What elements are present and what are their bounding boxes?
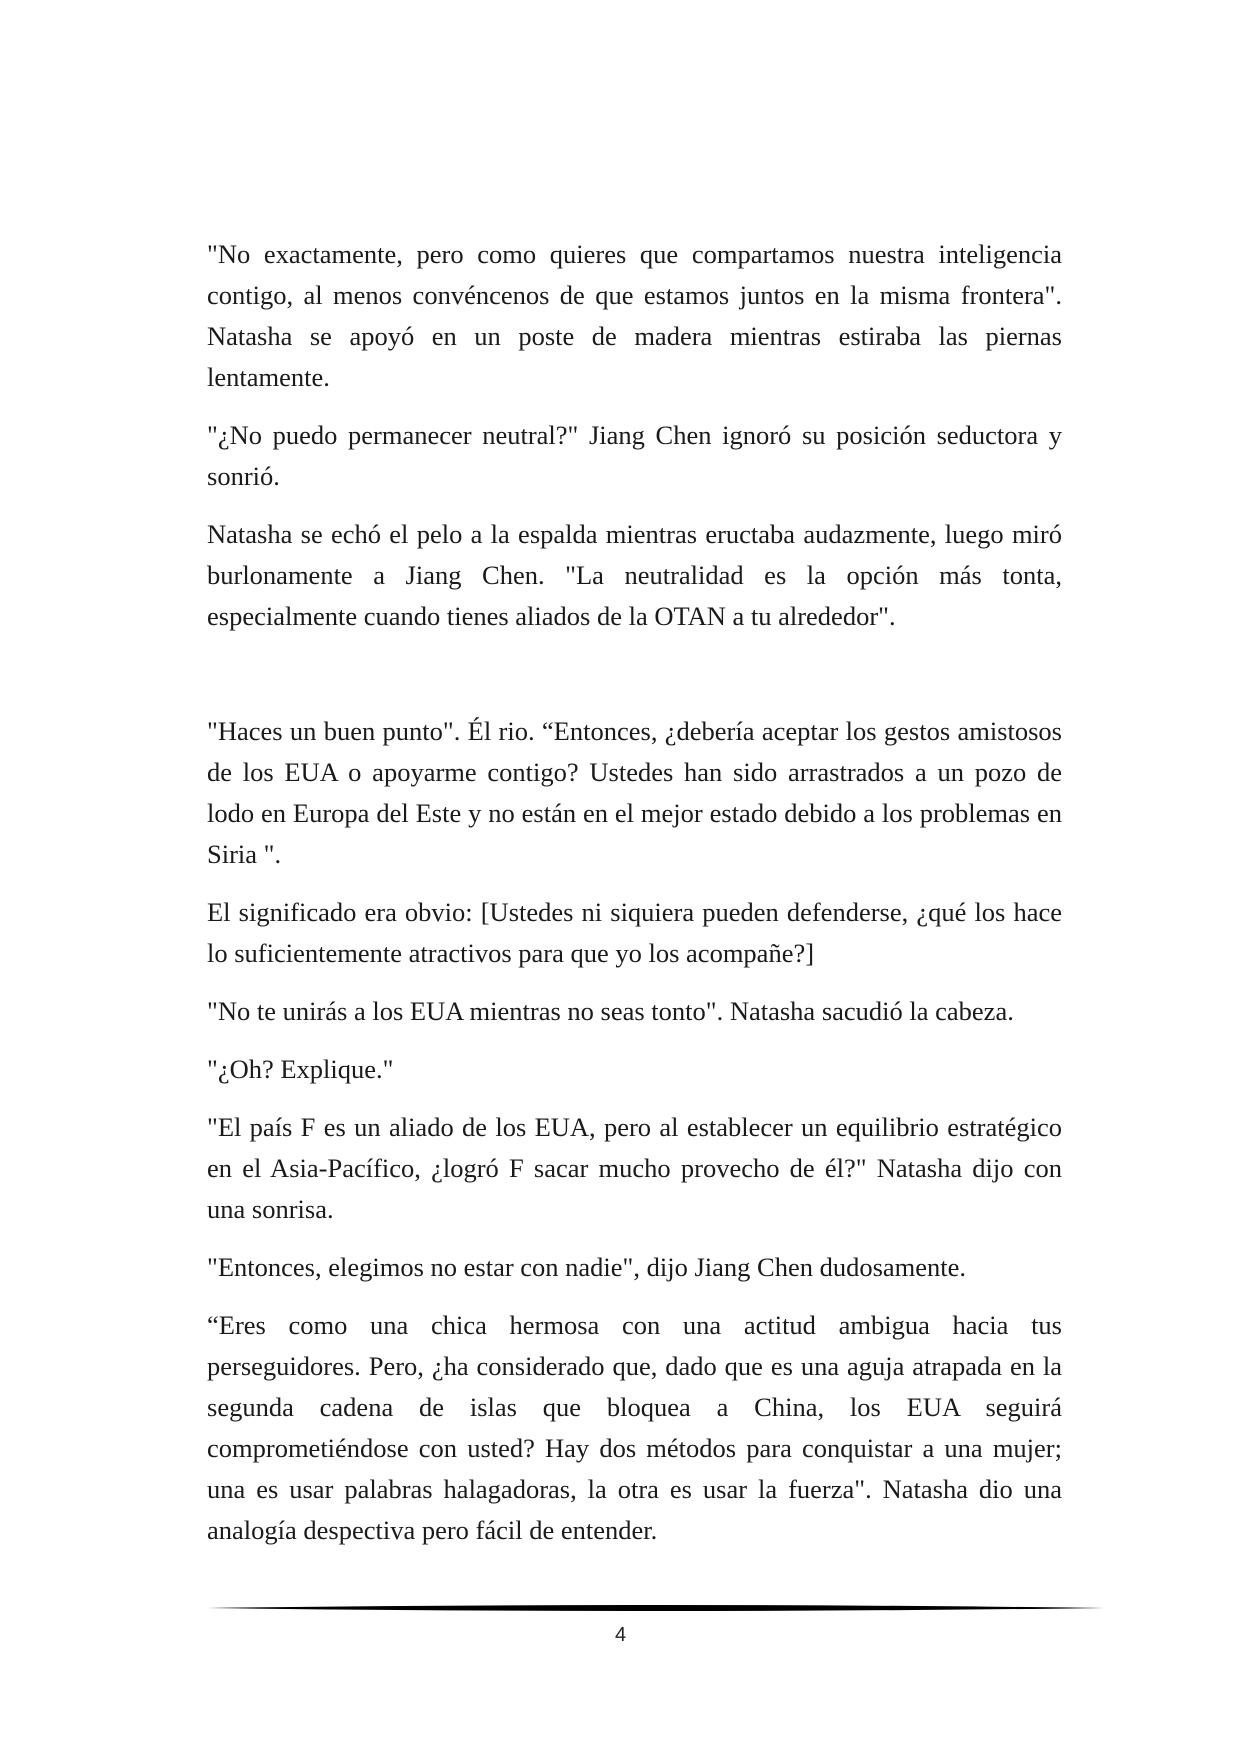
- paragraph: "¿No puedo permanecer neutral?" Jiang Chen ignoró su posición seductora y sonrió.: [207, 420, 1062, 491]
- footer-divider-swash: [207, 1605, 1105, 1611]
- footer-divider: [207, 1602, 1105, 1614]
- paragraph: "No exactamente, pero como quieres que compartamos nuestra inteligencia contigo, al menos convéncenos de que estamos juntos en la misma frontera". Natasha se apoyó en un poste de madera mientras estiraba las piernas lentamente.: [207, 239, 1062, 392]
- paragraph: "No te unirás a los EUA mientras no seas tonto". Natasha sacudió la cabeza.: [207, 996, 1014, 1026]
- paragraph: "Entonces, elegimos no estar con nadie", dijo Jiang Chen dudosamente.: [207, 1252, 967, 1282]
- paragraph: "Haces un buen punto". Él rio. “Entonces, ¿debería aceptar los gestos amistosos de los EUA o apoyarme contigo? Ustedes han sido arrastrados a un pozo de lodo en Europa del Este y no están en el mejor estado debido a los problemas en Siria ".: [207, 716, 1062, 869]
- paragraph: El significado era obvio: [Ustedes ni siquiera pueden defenderse, ¿qué los hace lo suficientemente atractivos para que yo los acompañe?]: [207, 897, 1062, 968]
- body-text: [207, 234, 1062, 1568]
- paragraph: “Eres como una chica hermosa con una actitud ambigua hacia tus perseguidores. Pero, ¿ha considerado que, dado que es una aguja atrapada en la segunda cadena de islas que bloquea a China, los EUA seguirá comprometiéndose con usted? Hay dos métodos para conquistar a una mujer; una es usar palabras halagadoras, la otra es usar la fuerza". Natasha dio una analogía despectiva pero fácil de entender.: [207, 1310, 1062, 1545]
- page-number: 4: [614, 1624, 627, 1646]
- paragraph: "El país F es un aliado de los EUA, pero al establecer un equilibrio estratégico en el Asia-Pacífico, ¿logró F sacar mucho provecho de él?" Natasha dijo con una sonrisa.: [207, 1112, 1062, 1224]
- paragraph: "¿Oh? Explique.": [207, 1054, 394, 1084]
- paragraph: Natasha se echó el pelo a la espalda mientras eructaba audazmente, luego miró burlonamente a Jiang Chen. "La neutralidad es la opción más tonta, especialmente cuando tienes aliados de la OTAN a tu alrededor".: [207, 519, 1062, 631]
